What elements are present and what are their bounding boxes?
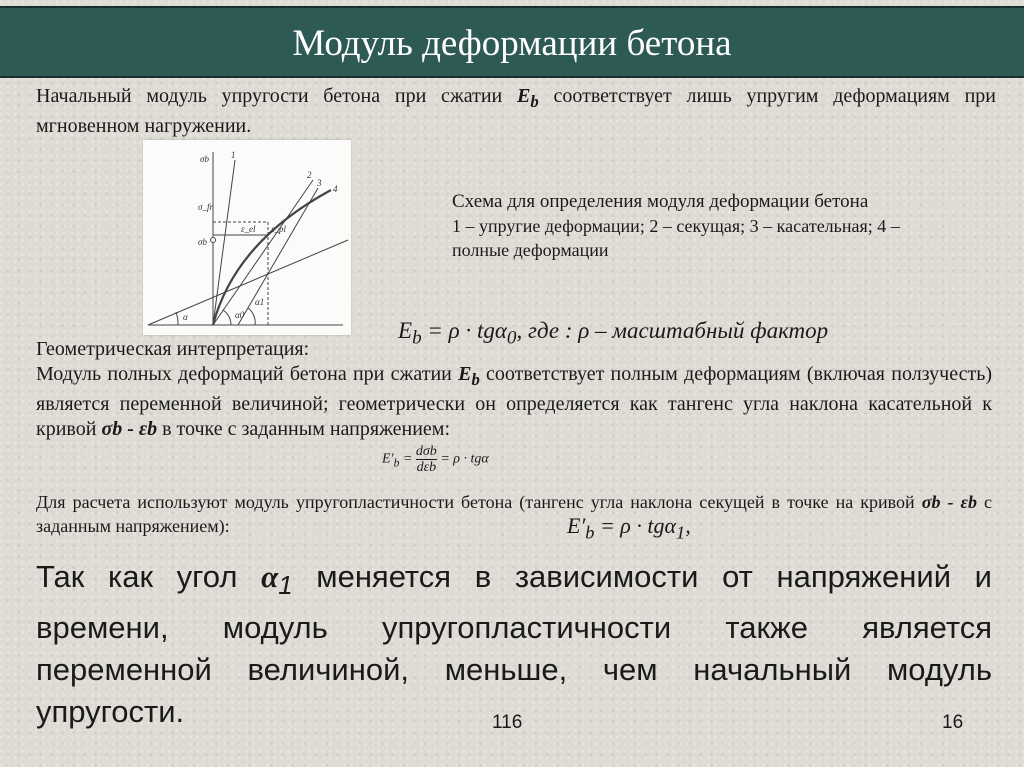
geometric-interpretation-label: Геометрическая интерпретация: [36,338,310,360]
curve-3-tangent [238,188,318,325]
mod-before: Модуль полных деформаций бетона при сжатии [36,363,459,385]
f3-rhs-sub: 1 [676,522,686,543]
mod-middle: соответствует полным деформациям (включая ползучесть) является переменной величиной; геометрически он определяется как тангенс угла наклона касательной к кривой [36,363,992,440]
formula-initial-modulus [398,318,828,350]
page-number-right: 16 [942,712,964,733]
f1-where: , где : ρ – масштабный фактор [516,318,829,343]
slide-title: Модуль деформации бетона [292,23,732,64]
f2-eq: = [399,451,416,467]
page-number-center: 116 [492,712,523,733]
label-alpha1: α1 [255,297,265,307]
elastoplastic-paragraph [36,490,992,538]
reference-line [148,240,348,325]
f2-rhs: = ρ · tgα [436,451,489,467]
figure-caption [452,190,932,262]
f3-tail: , [685,513,691,538]
conclusion-after: меняется в зависимости от напряжений и времени, модуль упругопластичности также является переменной величиной, меньше, чем начальный модуль упругости. [36,559,992,730]
mod-symbol-sub: b [471,370,480,389]
alpha1-arc [248,308,255,325]
alpha-arc [176,312,178,325]
f1-lhs: E [398,318,413,343]
label-sigma-b: σb [200,154,209,164]
stress-strain-diagram [143,140,351,335]
label-curve-1: 1 [231,150,236,160]
conclusion-paragraph [36,556,992,733]
mod-after: в точке с заданным напряжением: [157,418,451,440]
total-modulus-paragraph [36,362,992,442]
f1-rhs-sub: 0 [506,327,517,349]
conclusion-alpha-sub: 1 [278,572,293,601]
mod-symbol: E [458,363,472,385]
f3-rhs: = ρ · tgα [594,513,677,538]
f1-rhs: = ρ · tgα [421,318,507,343]
label-eps-pl: ε_pl [271,224,287,234]
conclusion-before: Так как угол [36,559,262,594]
curve-4-total [213,190,331,325]
intro-symbol-sub: b [530,92,539,111]
intro-paragraph [36,84,996,139]
caption-legend: 1 – упругие деформации; 2 – секущая; 3 – касательная; 4 – полные деформации [452,216,900,260]
calc-after: с заданным напряжением): [36,492,992,536]
curve-1-elastic [213,160,235,325]
calc-before: Для расчета используют модуль упругопластичности бетона (тангенс угла наклона секущей в точке на кривой [36,492,922,512]
formula-tangent-modulus [382,444,489,475]
f2-lhs: E′ [382,451,394,467]
calc-curve: σb - εb [921,492,977,512]
formula-secant-modulus [567,513,691,543]
intro-text-after: соответствует лишь упругим деформациям при мгновенном нагружении. [36,85,996,137]
conclusion-alpha: α [261,559,279,594]
f3-lhs: E′ [567,513,586,538]
intro-text-before: Начальный модуль упругости бетона при сжатии [36,85,518,107]
label-alpha0: α0 [235,310,245,320]
stress-strain-figure [143,140,351,335]
f3-lhs-sub: b [585,522,595,543]
label-curve-3: 3 [317,178,322,188]
label-alpha: α [183,312,188,322]
label-sigma-b-mark: σb [198,237,207,247]
label-curve-2: 2 [307,170,312,180]
f2-num: dσb [415,444,437,459]
label-curve-4: 4 [333,184,338,194]
intro-symbol: E [517,85,531,107]
caption-title: Схема для определения модуля деформации бетона [452,191,869,212]
sigma-point [211,238,216,243]
alpha0-arc [223,310,231,325]
mod-curve: σb - εb [101,418,158,440]
f2-lhs-sub: b [393,456,400,470]
f1-lhs-sub: b [412,327,422,349]
label-eps-el: ε_el [241,224,256,234]
title-bar [0,6,1024,78]
f2-fraction [416,444,437,475]
f2-den: dεb [416,460,437,475]
label-sigma-fr: σ_fr [198,202,213,212]
